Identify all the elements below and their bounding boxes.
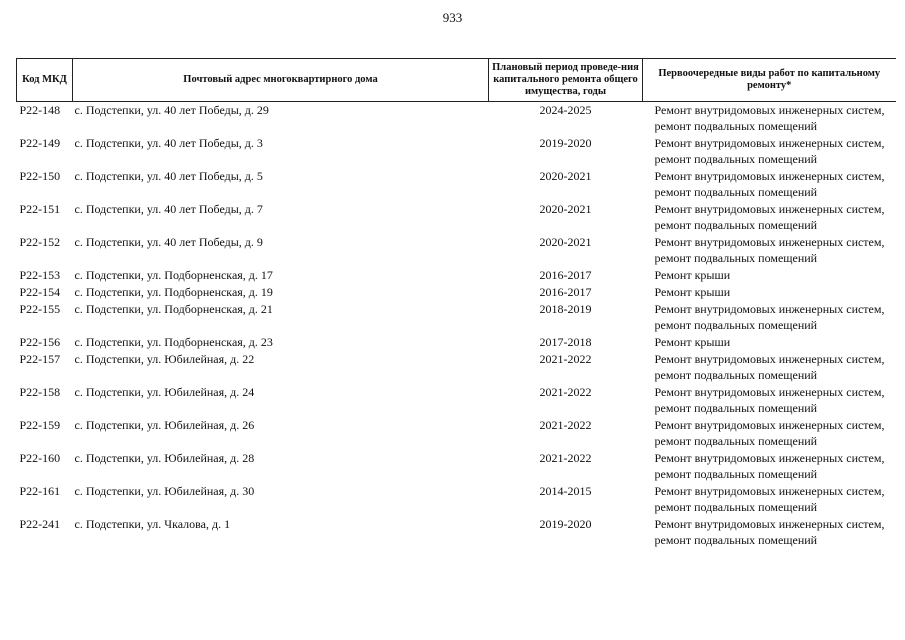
cell-works: Ремонт внутридомовых инженерных систем, ремонт подвальных помещений	[654, 418, 885, 448]
cell-code: P22-155	[19, 302, 61, 316]
cell-address: с. Подстепки, ул. Юбилейная, д. 30	[74, 484, 255, 498]
header-address: Почтовый адрес многоквартирного дома	[73, 59, 489, 102]
cell-works: Ремонт внутридомовых инженерных систем, ремонт подвальных помещений	[654, 385, 885, 415]
table-row	[17, 483, 896, 516]
cell-code: P22-157	[19, 352, 61, 366]
cell-works: Ремонт внутридомовых инженерных систем, ремонт подвальных помещений	[654, 517, 885, 547]
cell-address: с. Подстепки, ул. Подборненская, д. 23	[74, 335, 273, 349]
cell-period: 2017-2018	[539, 335, 592, 349]
cell-works: Ремонт крыши	[654, 285, 731, 299]
cell-period: 2018-2019	[539, 302, 592, 316]
table-row	[17, 334, 896, 351]
cell-address: с. Подстепки, ул. Юбилейная, д. 24	[74, 385, 255, 399]
cell-code: P22-149	[19, 136, 61, 150]
cell-period: 2019-2020	[539, 136, 592, 150]
housing-repair-table	[16, 58, 896, 549]
cell-code: P22-148	[19, 103, 61, 117]
table-header	[17, 59, 896, 102]
cell-code: P22-152	[19, 235, 61, 249]
cell-works: Ремонт внутридомовых инженерных систем, ремонт подвальных помещений	[654, 484, 885, 514]
cell-works: Ремонт внутридомовых инженерных систем, ремонт подвальных помещений	[654, 352, 885, 382]
cell-works: Ремонт внутридомовых инженерных систем, ремонт подвальных помещений	[654, 103, 885, 133]
cell-works: Ремонт внутридомовых инженерных систем, ремонт подвальных помещений	[654, 202, 885, 232]
cell-works: Ремонт внутридомовых инженерных систем, ремонт подвальных помещений	[654, 169, 885, 199]
cell-address: с. Подстепки, ул. Юбилейная, д. 28	[74, 451, 255, 465]
table-row	[17, 234, 896, 267]
cell-code: P22-161	[19, 484, 61, 498]
cell-period: 2016-2017	[539, 268, 592, 282]
cell-works: Ремонт внутридомовых инженерных систем, ремонт подвальных помещений	[654, 451, 885, 481]
cell-code: P22-151	[19, 202, 61, 216]
cell-address: с. Подстепки, ул. 40 лет Победы, д. 7	[74, 202, 263, 216]
cell-works: Ремонт крыши	[654, 268, 731, 282]
cell-works: Ремонт внутридомовых инженерных систем, ремонт подвальных помещений	[654, 136, 885, 166]
cell-period: 2021-2022	[539, 418, 592, 432]
table-row	[17, 417, 896, 450]
cell-works: Ремонт внутридомовых инженерных систем, ремонт подвальных помещений	[654, 235, 885, 265]
table-row	[17, 384, 896, 417]
table-body	[17, 102, 896, 550]
cell-address: с. Подстепки, ул. 40 лет Победы, д. 3	[74, 136, 263, 150]
cell-code: P22-159	[19, 418, 61, 432]
cell-code: P22-160	[19, 451, 61, 465]
cell-works: Ремонт внутридомовых инженерных систем, ремонт подвальных помещений	[654, 302, 885, 332]
cell-code: P22-153	[19, 268, 61, 282]
cell-period: 2021-2022	[539, 352, 592, 366]
table-row	[17, 267, 896, 284]
cell-period: 2020-2021	[539, 169, 592, 183]
cell-address: с. Подстепки, ул. 40 лет Победы, д. 29	[74, 103, 269, 117]
table-row	[17, 284, 896, 301]
cell-code: P22-156	[19, 335, 61, 349]
header-period: Плановый период проведе-ния капитального ремонта общего имущества, годы	[489, 59, 643, 102]
cell-address: с. Подстепки, ул. 40 лет Победы, д. 5	[74, 169, 263, 183]
cell-period: 2020-2021	[539, 235, 592, 249]
cell-address: с. Подстепки, ул. Чкалова, д. 1	[74, 517, 231, 531]
cell-address: с. Подстепки, ул. Подборненская, д. 17	[74, 268, 273, 282]
cell-address: с. Подстепки, ул. Юбилейная, д. 22	[74, 352, 255, 366]
table-row	[17, 450, 896, 483]
cell-period: 2024-2025	[539, 103, 592, 117]
cell-address: с. Подстепки, ул. Подборненская, д. 21	[74, 302, 273, 316]
table-row	[17, 168, 896, 201]
cell-address: с. Подстепки, ул. 40 лет Победы, д. 9	[74, 235, 263, 249]
cell-period: 2016-2017	[539, 285, 592, 299]
table-row	[17, 102, 896, 136]
cell-code: P22-150	[19, 169, 61, 183]
cell-code: P22-158	[19, 385, 61, 399]
cell-period: 2021-2022	[539, 451, 592, 465]
cell-period: 2019-2020	[539, 517, 592, 531]
table-row	[17, 516, 896, 549]
page-number: 933	[442, 10, 463, 25]
table-row	[17, 201, 896, 234]
cell-address: с. Подстепки, ул. Юбилейная, д. 26	[74, 418, 255, 432]
cell-works: Ремонт крыши	[654, 335, 731, 349]
table-row	[17, 135, 896, 168]
table-row	[17, 351, 896, 384]
header-works: Первоочередные виды работ по капитальному ремонту*	[643, 59, 896, 102]
cell-code: P22-241	[19, 517, 61, 531]
cell-address: с. Подстепки, ул. Подборненская, д. 19	[74, 285, 273, 299]
table-row	[17, 301, 896, 334]
header-code: Код МКД	[17, 59, 73, 102]
cell-period: 2020-2021	[539, 202, 592, 216]
cell-period: 2014-2015	[539, 484, 592, 498]
cell-period: 2021-2022	[539, 385, 592, 399]
cell-code: P22-154	[19, 285, 61, 299]
